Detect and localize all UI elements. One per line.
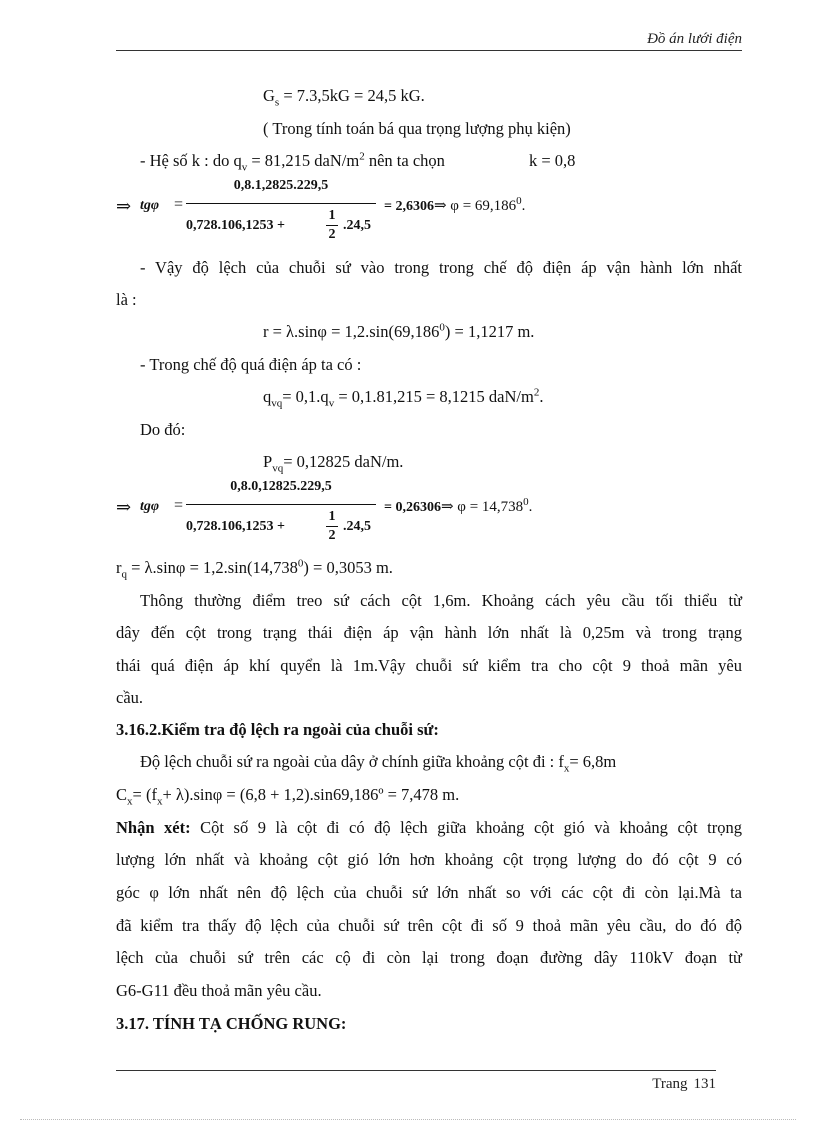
equals-sign: = xyxy=(174,497,184,514)
fraction-numerator: 0,8.0,12825.229,5 xyxy=(230,479,332,494)
remark-line: lệch của chuỗi sứ trên các cộ đi còn lại trong đoạn đường dây 110kV đoạn từ xyxy=(116,948,742,967)
formula-result: = 0,26306⇒ $\varphi = 14,738^0$. xyxy=(384,496,533,515)
half-fraction: 1 2 xyxy=(326,208,338,243)
formula-tg-phi-1: ⇒ tgφ = 0,8.1,2825.229,5 0,728.106,1253 + 1 2 .24,5 = 2,6306⇒ $\varphi = 69,186^0$. xyxy=(116,178,526,242)
overvoltage-line: - Trong chế độ quá điện áp ta có : xyxy=(140,355,362,374)
remark-line: góc φ lớn nhất nên độ lệch của chuỗi sứ lớn nhất so với các cột đi còn lại.Mà ta xyxy=(116,883,742,902)
page-footer xyxy=(646,1076,716,1093)
remark-label: Nhận xét: xyxy=(116,818,191,837)
remark-line: đã kiểm tra thấy độ lệch của chuỗi sứ trên cột đi số 9 thoả mãn yêu cầu, do đó độ xyxy=(116,916,742,935)
fraction-bar xyxy=(186,203,376,204)
ext-deviation-line: Độ lệch chuỗi sứ ra ngoài của dây ở chính giữa khoảng cột đi : $f_x= 6,8m$ xyxy=(140,752,617,775)
implies-symbol: ⇒ xyxy=(116,196,132,216)
page-number: 131 xyxy=(693,1076,716,1092)
k-coefficient-line: - Hệ số k : do $q_v = 81,215$ daN/$m^2$ nên ta chọn xyxy=(140,150,445,174)
tg-phi-symbol: tgφ xyxy=(140,198,160,213)
qvq-line: $q_{vq}= 0,1.q_v = 0,1.81,215 = 8,1215$ daN/$m^2$. xyxy=(263,386,544,410)
section-heading-3-17: 3.17. TÍNH TẠ CHỐNG RUNG: xyxy=(116,1014,347,1033)
rq-line: $r_q = \lambda.\sin\varphi = 1,2.\sin(14,738^0) = 0,3053$ m. xyxy=(116,557,393,581)
implies-symbol: ⇒ xyxy=(116,497,132,517)
k-value: k = 0,8 xyxy=(529,151,576,170)
gs-line: $G_s = 7.3,5kG = 24,5$ kG. xyxy=(263,86,425,109)
deviation-paragraph-end: là : xyxy=(116,290,137,309)
remark-line: lượng lớn nhất và khoảng cột gió lớn hơn khoảng cột trọng lượng do đó cột 9 có xyxy=(116,850,742,869)
therefore-line: Do đó: xyxy=(140,420,186,439)
fraction-numerator: 0,8.1,2825.229,5 xyxy=(233,178,329,193)
section-heading-3-16-2: 3.16.2.Kiểm tra độ lệch ra ngoài của chuỗi sứ: xyxy=(116,720,439,739)
tg-phi-symbol: tgφ xyxy=(140,499,160,514)
half-fraction: 1 2 xyxy=(326,509,338,544)
paragraph-line: Thông thường điểm treo sứ cách cột 1,6m. Khoảng cách yêu cầu tối thiểu từ xyxy=(140,591,742,610)
note-line: ( Trong tính toán bá qua trọng lượng phụ kiện) xyxy=(263,119,571,138)
remark-line: G6-G11 đều thoả mãn yêu cầu. xyxy=(116,981,322,1000)
page-label: Trang xyxy=(652,1076,688,1092)
paragraph-line: cầu. xyxy=(116,688,144,707)
page-header-title: Đồ án lưới điện xyxy=(647,31,742,47)
formula-result: = 2,6306⇒ $\varphi = 69,186^0$. xyxy=(384,195,526,214)
paragraph-line: dây đến cột trong trạng thái điện áp vận hành lớn nhất là 0,25m và trong trạng xyxy=(116,623,742,642)
footer-rule xyxy=(116,1070,716,1071)
equals-sign: = xyxy=(174,196,184,213)
deviation-paragraph: - Vậy độ lệch của chuỗi sứ vào trong trong chế độ điện áp vận hành lớn nhất xyxy=(140,258,742,277)
formula-tg-phi-2: ⇒ tgφ = 0,8.0,12825.229,5 0,728.106,1253 + 1 2 .24,5 = 0,26306⇒ $\varphi = 14,738^0$. xyxy=(116,479,533,543)
cx-line: $C_x= (f_x+ \lambda).\sin\varphi = (6,8$ + 1,2).sin69,186º = 7,478 m. xyxy=(116,785,460,808)
header-rule xyxy=(116,50,742,51)
pvq-line: $P_{vq}= 0,12825$ daN/m. xyxy=(263,452,404,475)
paragraph-line: thái quá điện áp khí quyển là 1m.Vậy chuỗi sứ kiểm tra cho cột 9 thoả mãn yêu xyxy=(116,656,742,675)
page-bottom-border xyxy=(20,1119,796,1120)
fraction-bar xyxy=(186,504,376,505)
r-line: $r = \lambda.\sin\varphi = 1,2.\sin(69,186^0) = 1,1217$ m. xyxy=(263,321,535,341)
remark-line: Nhận xét: Cột số 9 là cột đi có độ lệch giữa khoảng cột gió và khoảng cột trọng xyxy=(116,818,742,837)
